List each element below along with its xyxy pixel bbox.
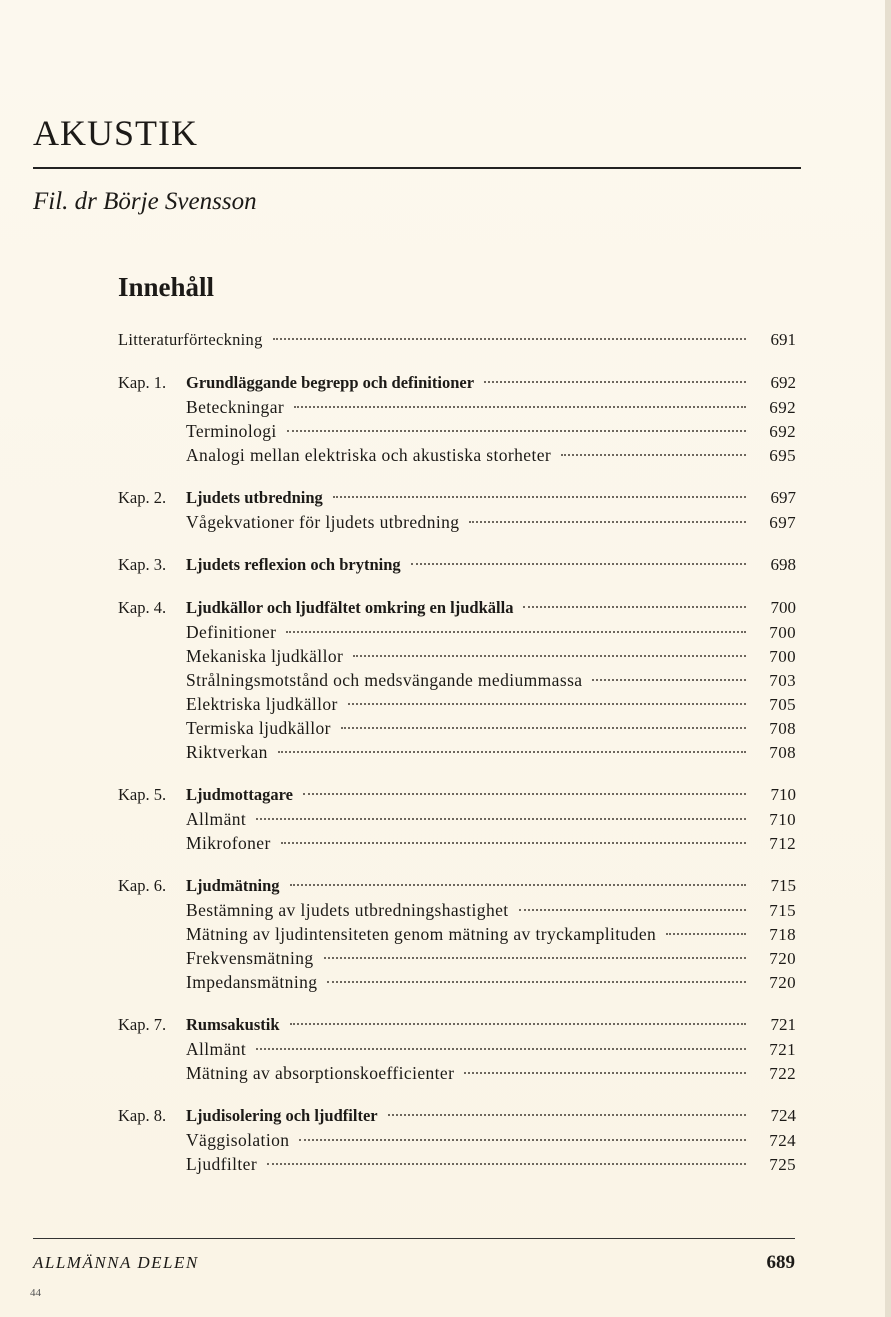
section-title: Elektriska ljudkällor bbox=[186, 694, 338, 714]
entry-title: Litteraturförteckning bbox=[118, 330, 263, 349]
section-title: Strålningsmotstånd och medsvängande mediummassa bbox=[186, 670, 583, 690]
dot-leader bbox=[281, 842, 746, 844]
toc-section-row bbox=[118, 1061, 796, 1085]
toc-section-row bbox=[118, 419, 796, 443]
section-title: Mekaniska ljudkällor bbox=[186, 646, 344, 666]
title-rule bbox=[33, 167, 801, 169]
section-page-number: 725 bbox=[769, 1155, 796, 1174]
section-page-number: 692 bbox=[769, 398, 796, 417]
section-title: Definitioner bbox=[186, 622, 277, 642]
page-edge bbox=[885, 0, 891, 1317]
dot-leader bbox=[273, 338, 746, 340]
toc-section-row bbox=[118, 668, 796, 692]
toc-section-row bbox=[118, 620, 796, 644]
entry-page-number: 721 bbox=[770, 1015, 796, 1034]
footer-rule bbox=[33, 1238, 795, 1239]
section-title: Allmänt bbox=[186, 809, 247, 829]
section-page-number: 724 bbox=[769, 1131, 796, 1150]
chapter-title: Rumsakustik bbox=[186, 1015, 280, 1034]
chapter-title: Ljudets reflexion och brytning bbox=[186, 555, 401, 574]
chapter-title: Ljudmottagare bbox=[186, 785, 293, 804]
toc-section-row bbox=[118, 692, 796, 716]
toc-chapter-row bbox=[118, 596, 796, 620]
toc-chapter-row bbox=[118, 553, 796, 577]
section-page-number: 718 bbox=[769, 925, 796, 944]
dot-leader bbox=[324, 957, 746, 959]
toc-section-row bbox=[118, 443, 796, 467]
toc-entry-row bbox=[118, 328, 796, 352]
section-page-number: 722 bbox=[769, 1064, 796, 1083]
author-line: Fil. dr Börje Svensson bbox=[33, 188, 257, 215]
entry-page-number: 710 bbox=[770, 785, 796, 804]
chapter-number: Kap. 2. bbox=[118, 488, 167, 507]
dot-leader bbox=[666, 933, 746, 935]
dot-leader bbox=[333, 496, 746, 498]
dot-leader bbox=[341, 727, 746, 729]
dot-leader bbox=[294, 406, 746, 408]
toc-chapter-row bbox=[118, 783, 796, 807]
chapter-number: Kap. 1. bbox=[118, 373, 167, 392]
entry-page-number: 698 bbox=[770, 555, 796, 574]
chapter-title: Ljudisolering och ljudfilter bbox=[186, 1106, 378, 1125]
section-title: Ljudfilter bbox=[186, 1154, 258, 1174]
entry-page-number: 715 bbox=[770, 876, 796, 895]
toc-section-row bbox=[118, 946, 796, 970]
chapter-number: Kap. 7. bbox=[118, 1015, 167, 1034]
dot-leader bbox=[256, 1048, 746, 1050]
section-title: Mätning av absorptionskoefficienter bbox=[186, 1063, 455, 1083]
toc-section-row bbox=[118, 395, 796, 419]
toc-section-row bbox=[118, 510, 796, 534]
chapter-title: Grundläggande begrepp och definitioner bbox=[186, 373, 475, 392]
toc-section-row bbox=[118, 831, 796, 855]
dot-leader bbox=[353, 655, 746, 657]
dot-leader bbox=[348, 703, 746, 705]
section-title: Bestämning av ljudets utbredningshastighet bbox=[186, 900, 509, 920]
section-title: Riktverkan bbox=[186, 742, 268, 762]
section-page-number: 692 bbox=[769, 422, 796, 441]
dot-leader bbox=[592, 679, 746, 681]
entry-page-number: 697 bbox=[770, 488, 796, 507]
dot-leader bbox=[287, 430, 746, 432]
dot-leader bbox=[561, 454, 746, 456]
toc-chapter-row bbox=[118, 371, 796, 395]
contents-heading: Innehåll bbox=[118, 272, 215, 302]
toc-section-row bbox=[118, 898, 796, 922]
section-page-number: 695 bbox=[769, 446, 796, 465]
page-title: AKUSTIK bbox=[33, 113, 198, 153]
section-page-number: 708 bbox=[769, 719, 796, 738]
section-title: Analogi mellan elektriska och akustiska storheter bbox=[186, 445, 552, 465]
section-page-number: 710 bbox=[769, 810, 796, 829]
section-page-number: 720 bbox=[769, 973, 796, 992]
toc-section-row bbox=[118, 716, 796, 740]
section-page-number: 703 bbox=[769, 671, 796, 690]
section-title: Allmänt bbox=[186, 1039, 247, 1059]
section-title: Terminologi bbox=[186, 421, 277, 441]
section-page-number: 700 bbox=[769, 647, 796, 666]
section-title: Mätning av ljudintensiteten genom mätning av tryckamplituden bbox=[186, 924, 657, 944]
toc-section-row bbox=[118, 922, 796, 946]
section-page-number: 715 bbox=[769, 901, 796, 920]
chapter-number: Kap. 6. bbox=[118, 876, 167, 895]
entry-page-number: 700 bbox=[770, 598, 796, 617]
section-title: Beteckningar bbox=[186, 397, 285, 417]
running-footer: ALLMÄNNA DELEN bbox=[33, 1253, 199, 1272]
toc-section-row bbox=[118, 970, 796, 994]
chapter-number: Kap. 5. bbox=[118, 785, 167, 804]
dot-leader bbox=[299, 1139, 746, 1141]
dot-leader bbox=[303, 793, 746, 795]
dot-leader bbox=[523, 606, 746, 608]
toc-section-row bbox=[118, 1037, 796, 1061]
section-page-number: 721 bbox=[769, 1040, 796, 1059]
chapter-title: Ljudmätning bbox=[186, 876, 280, 895]
toc-chapter-row bbox=[118, 874, 796, 898]
dot-leader bbox=[388, 1114, 746, 1116]
section-page-number: 705 bbox=[769, 695, 796, 714]
dot-leader bbox=[256, 818, 746, 820]
page-number: 689 bbox=[766, 1252, 795, 1273]
section-page-number: 700 bbox=[769, 623, 796, 642]
toc-section-row bbox=[118, 807, 796, 831]
toc-chapter-row bbox=[118, 486, 796, 510]
table-of-contents bbox=[118, 328, 796, 1176]
dot-leader bbox=[484, 381, 746, 383]
toc-section-row bbox=[118, 644, 796, 668]
section-title: Vågekvationer för ljudets utbredning bbox=[186, 512, 460, 532]
dot-leader bbox=[267, 1163, 746, 1165]
toc-section-row bbox=[118, 1152, 796, 1176]
entry-page-number: 691 bbox=[770, 330, 796, 349]
dot-leader bbox=[286, 631, 746, 633]
toc-chapter-row bbox=[118, 1013, 796, 1037]
section-title: Väggisolation bbox=[186, 1130, 290, 1150]
chapter-number: Kap. 4. bbox=[118, 598, 167, 617]
dot-leader bbox=[469, 521, 746, 523]
section-page-number: 697 bbox=[769, 513, 796, 532]
section-title: Termiska ljudkällor bbox=[186, 718, 331, 738]
dot-leader bbox=[411, 563, 746, 565]
section-title: Mikrofoner bbox=[186, 833, 271, 853]
dot-leader bbox=[290, 884, 746, 886]
chapter-title: Ljudkällor och ljudfältet omkring en ljudkälla bbox=[186, 598, 514, 617]
dot-leader bbox=[327, 981, 746, 983]
dot-leader bbox=[464, 1072, 746, 1074]
chapter-number: Kap. 8. bbox=[118, 1106, 167, 1125]
toc-section-row bbox=[118, 740, 796, 764]
toc-section-row bbox=[118, 1128, 796, 1152]
dot-leader bbox=[290, 1023, 746, 1025]
dot-leader bbox=[519, 909, 746, 911]
section-title: Impedansmätning bbox=[186, 972, 318, 992]
section-page-number: 708 bbox=[769, 743, 796, 762]
chapter-title: Ljudets utbredning bbox=[186, 488, 323, 507]
entry-page-number: 692 bbox=[770, 373, 796, 392]
dot-leader bbox=[278, 751, 746, 753]
signature-mark: 44 bbox=[30, 1287, 41, 1299]
chapter-number: Kap. 3. bbox=[118, 555, 167, 574]
entry-page-number: 724 bbox=[770, 1106, 796, 1125]
section-title: Frekvensmätning bbox=[186, 948, 314, 968]
toc-chapter-row bbox=[118, 1104, 796, 1128]
section-page-number: 712 bbox=[769, 834, 796, 853]
section-page-number: 720 bbox=[769, 949, 796, 968]
